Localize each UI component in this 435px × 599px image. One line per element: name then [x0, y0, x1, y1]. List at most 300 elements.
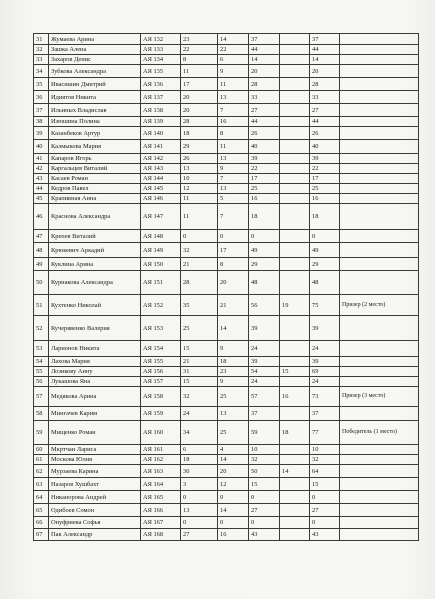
result-note-cell	[340, 184, 419, 194]
table-row	[34, 65, 419, 78]
row-number-cell: 50	[34, 271, 49, 295]
subtotal-cell: 44	[249, 45, 280, 55]
score-part3-cell	[280, 316, 310, 341]
participant-code-cell: АЯ 162	[141, 455, 181, 465]
table-row	[34, 230, 419, 243]
score-part3-cell	[280, 445, 310, 455]
total-score-cell: 29	[310, 258, 340, 271]
row-number-cell: 37	[34, 104, 49, 117]
result-note-cell	[340, 140, 419, 154]
result-note-cell	[340, 491, 419, 504]
result-note-cell	[340, 316, 419, 341]
score-part1-cell: 11	[181, 204, 218, 230]
subtotal-cell: 0	[249, 491, 280, 504]
table-row	[34, 478, 419, 491]
subtotal-cell: 18	[249, 204, 280, 230]
total-score-cell: 24	[310, 377, 340, 387]
total-score-cell: 22	[310, 164, 340, 174]
total-score-cell: 69	[310, 367, 340, 377]
subtotal-cell: 54	[249, 367, 280, 377]
score-part2-cell: 13	[218, 91, 249, 104]
total-score-cell: 32	[310, 455, 340, 465]
subtotal-cell: 20	[249, 65, 280, 78]
subtotal-cell: 44	[249, 117, 280, 127]
row-number-cell: 61	[34, 455, 49, 465]
score-part1-cell: 24	[181, 407, 218, 421]
participant-code-cell: АЯ 161	[141, 445, 181, 455]
score-part1-cell: 20	[181, 91, 218, 104]
score-part3-cell	[280, 174, 310, 184]
score-part2-cell: 14	[218, 34, 249, 45]
participant-code-cell: АЯ 164	[141, 478, 181, 491]
score-part1-cell: 34	[181, 421, 218, 445]
student-name-cell: Кучерявенко Валерия	[49, 316, 141, 341]
row-number-cell: 33	[34, 55, 49, 65]
total-score-cell: 40	[310, 140, 340, 154]
subtotal-cell: 49	[249, 243, 280, 258]
score-part1-cell: 18	[181, 455, 218, 465]
score-part1-cell: 15	[181, 377, 218, 387]
student-name-cell: Ивасишин Дмитрий	[49, 78, 141, 91]
participant-code-cell: АЯ 137	[141, 91, 181, 104]
participant-code-cell: АЯ 151	[141, 271, 181, 295]
score-part1-cell: 21	[181, 357, 218, 367]
table-row	[34, 154, 419, 164]
student-name-cell: Лозикову Анну	[49, 367, 141, 377]
result-note-cell	[340, 34, 419, 45]
total-score-cell: 25	[310, 184, 340, 194]
row-number-cell: 51	[34, 295, 49, 316]
total-score-cell: 43	[310, 529, 340, 541]
participant-code-cell: АЯ 165	[141, 491, 181, 504]
student-name-cell: Краснова Александра	[49, 204, 141, 230]
score-part3-cell	[280, 91, 310, 104]
score-part3-cell	[280, 407, 310, 421]
score-part2-cell: 0	[218, 517, 249, 529]
score-part3-cell	[280, 164, 310, 174]
score-part2-cell: 20	[218, 271, 249, 295]
score-part1-cell: 8	[181, 55, 218, 65]
table-row	[34, 164, 419, 174]
participant-code-cell: АЯ 142	[141, 154, 181, 164]
participant-code-cell: АЯ 168	[141, 529, 181, 541]
student-name-cell: Одибоев Сомон	[49, 504, 141, 517]
table-row	[34, 445, 419, 455]
result-note-cell	[340, 204, 419, 230]
score-part2-cell: 12	[218, 478, 249, 491]
row-number-cell: 53	[34, 341, 49, 357]
participant-code-cell: АЯ 139	[141, 117, 181, 127]
score-part2-cell: 0	[218, 230, 249, 243]
result-note-cell	[340, 367, 419, 377]
result-note-cell	[340, 258, 419, 271]
table-row	[34, 455, 419, 465]
row-number-cell: 57	[34, 387, 49, 407]
row-number-cell: 64	[34, 491, 49, 504]
result-note-cell	[340, 271, 419, 295]
subtotal-cell: 25	[249, 184, 280, 194]
score-part3-cell: 19	[280, 295, 310, 316]
result-note-cell	[340, 478, 419, 491]
table-row	[34, 517, 419, 529]
subtotal-cell: 17	[249, 174, 280, 184]
participant-code-cell: АЯ 135	[141, 65, 181, 78]
student-name-cell: Онуфриева Софья	[49, 517, 141, 529]
row-number-cell: 35	[34, 78, 49, 91]
subtotal-cell: 26	[249, 127, 280, 140]
row-number-cell: 62	[34, 465, 49, 478]
total-score-cell: 17	[310, 174, 340, 184]
subtotal-cell: 39	[249, 154, 280, 164]
result-note-cell	[340, 341, 419, 357]
result-note-cell	[340, 78, 419, 91]
table-row	[34, 529, 419, 541]
total-score-cell: 10	[310, 445, 340, 455]
score-part3-cell	[280, 258, 310, 271]
result-note-cell	[340, 117, 419, 127]
score-part1-cell: 12	[181, 184, 218, 194]
score-part2-cell: 13	[218, 407, 249, 421]
score-part2-cell: 0	[218, 491, 249, 504]
student-name-cell: Зашка Алена	[49, 45, 141, 55]
student-name-cell: Мкртчан Лариса	[49, 445, 141, 455]
table-row	[34, 421, 419, 445]
student-name-cell: Кухтенко Николай	[49, 295, 141, 316]
table-row	[34, 243, 419, 258]
student-name-cell: Касаев Роман	[49, 174, 141, 184]
subtotal-cell: 27	[249, 504, 280, 517]
student-name-cell: Ильиных Владислав	[49, 104, 141, 117]
row-number-cell: 60	[34, 445, 49, 455]
student-name-cell: Медякова Арина	[49, 387, 141, 407]
subtotal-cell: 37	[249, 407, 280, 421]
row-number-cell: 49	[34, 258, 49, 271]
total-score-cell: 48	[310, 271, 340, 295]
table-row	[34, 34, 419, 45]
row-number-cell: 41	[34, 154, 49, 164]
score-part1-cell: 28	[181, 117, 218, 127]
student-name-cell: Крепев Виталий	[49, 230, 141, 243]
score-part2-cell: 9	[218, 377, 249, 387]
student-name-cell: Никанорова Андрей	[49, 491, 141, 504]
result-note-cell	[340, 377, 419, 387]
participant-code-cell: АЯ 152	[141, 295, 181, 316]
subtotal-cell: 43	[249, 529, 280, 541]
row-number-cell: 48	[34, 243, 49, 258]
row-number-cell: 39	[34, 127, 49, 140]
subtotal-cell: 33	[249, 91, 280, 104]
score-part2-cell: 17	[218, 243, 249, 258]
subtotal-cell: 50	[249, 465, 280, 478]
score-part3-cell	[280, 491, 310, 504]
table-row	[34, 258, 419, 271]
score-part1-cell: 28	[181, 271, 218, 295]
score-part2-cell: 13	[218, 154, 249, 164]
score-part3-cell	[280, 243, 310, 258]
score-part1-cell: 35	[181, 295, 218, 316]
total-score-cell: 15	[310, 478, 340, 491]
score-part1-cell: 20	[181, 104, 218, 117]
score-part1-cell: 3	[181, 478, 218, 491]
score-part1-cell: 11	[181, 194, 218, 204]
student-name-cell: Пак Александр	[49, 529, 141, 541]
student-name-cell: Курнакова Александра	[49, 271, 141, 295]
result-note-cell	[340, 357, 419, 367]
score-part2-cell: 9	[218, 341, 249, 357]
table-row	[34, 184, 419, 194]
result-note-cell	[340, 517, 419, 529]
row-number-cell: 36	[34, 91, 49, 104]
student-name-cell: Казанбеков Артур	[49, 127, 141, 140]
total-score-cell: 33	[310, 91, 340, 104]
score-part1-cell: 25	[181, 316, 218, 341]
total-score-cell: 0	[310, 491, 340, 504]
score-part2-cell: 14	[218, 455, 249, 465]
subtotal-cell: 15	[249, 478, 280, 491]
score-part1-cell: 23	[181, 34, 218, 45]
result-note-cell	[340, 104, 419, 117]
participant-code-cell: АЯ 160	[141, 421, 181, 445]
row-number-cell: 66	[34, 517, 49, 529]
score-part2-cell: 8	[218, 258, 249, 271]
total-score-cell: 39	[310, 316, 340, 341]
row-number-cell: 42	[34, 164, 49, 174]
row-number-cell: 63	[34, 478, 49, 491]
score-part2-cell: 7	[218, 174, 249, 184]
score-part3-cell	[280, 478, 310, 491]
result-note-cell: Победитель (1 место)	[340, 421, 419, 445]
score-part3-cell	[280, 117, 310, 127]
subtotal-cell: 22	[249, 164, 280, 174]
student-name-cell: Кедров Павел	[49, 184, 141, 194]
score-part2-cell: 23	[218, 367, 249, 377]
student-name-cell: Москова Юлия	[49, 455, 141, 465]
score-part1-cell: 26	[181, 154, 218, 164]
score-part1-cell: 32	[181, 387, 218, 407]
table-row	[34, 357, 419, 367]
score-part1-cell: 13	[181, 164, 218, 174]
score-part3-cell	[280, 55, 310, 65]
student-name-cell: Крюкевич Аркадий	[49, 243, 141, 258]
participant-code-cell: АЯ 148	[141, 230, 181, 243]
student-name-cell: Лукашова Яна	[49, 377, 141, 387]
results-table	[33, 33, 419, 541]
score-part3-cell	[280, 341, 310, 357]
student-name-cell: Зубкова Александра	[49, 65, 141, 78]
participant-code-cell: АЯ 133	[141, 45, 181, 55]
result-note-cell	[340, 65, 419, 78]
student-name-cell: Жумаева Арина	[49, 34, 141, 45]
subtotal-cell: 39	[249, 316, 280, 341]
score-part1-cell: 6	[181, 445, 218, 455]
score-part3-cell	[280, 184, 310, 194]
participant-code-cell: АЯ 167	[141, 517, 181, 529]
score-part2-cell: 6	[218, 55, 249, 65]
score-part3-cell	[280, 455, 310, 465]
score-part3-cell	[280, 140, 310, 154]
participant-code-cell: АЯ 146	[141, 194, 181, 204]
score-part1-cell: 21	[181, 258, 218, 271]
total-score-cell: 73	[310, 387, 340, 407]
total-score-cell: 18	[310, 204, 340, 230]
score-part3-cell	[280, 127, 310, 140]
score-part2-cell: 20	[218, 465, 249, 478]
table-row	[34, 55, 419, 65]
student-name-cell: Назаров Хушбахт	[49, 478, 141, 491]
table-row	[34, 271, 419, 295]
score-part3-cell	[280, 504, 310, 517]
subtotal-cell: 24	[249, 377, 280, 387]
score-part2-cell: 16	[218, 117, 249, 127]
result-note-cell	[340, 407, 419, 421]
participant-code-cell: АЯ 144	[141, 174, 181, 184]
subtotal-cell: 48	[249, 271, 280, 295]
participant-code-cell: АЯ 145	[141, 184, 181, 194]
score-part2-cell: 4	[218, 445, 249, 455]
score-part1-cell: 0	[181, 517, 218, 529]
subtotal-cell: 59	[249, 421, 280, 445]
participant-code-cell: АЯ 147	[141, 204, 181, 230]
subtotal-cell: 57	[249, 387, 280, 407]
total-score-cell: 26	[310, 127, 340, 140]
result-note-cell	[340, 243, 419, 258]
result-note-cell	[340, 127, 419, 140]
total-score-cell: 37	[310, 34, 340, 45]
result-note-cell	[340, 174, 419, 184]
score-part1-cell: 18	[181, 127, 218, 140]
score-part2-cell: 21	[218, 295, 249, 316]
score-part1-cell: 31	[181, 367, 218, 377]
table-row	[34, 407, 419, 421]
row-number-cell: 32	[34, 45, 49, 55]
score-part2-cell: 13	[218, 184, 249, 194]
result-note-cell	[340, 445, 419, 455]
score-part1-cell: 15	[181, 341, 218, 357]
result-note-cell	[340, 194, 419, 204]
result-note-cell: Призер (2 место)	[340, 295, 419, 316]
total-score-cell: 37	[310, 407, 340, 421]
student-name-cell: Мингачев Карим	[49, 407, 141, 421]
subtotal-cell: 40	[249, 140, 280, 154]
total-score-cell: 16	[310, 194, 340, 204]
result-note-cell	[340, 45, 419, 55]
table-row	[34, 127, 419, 140]
subtotal-cell: 24	[249, 341, 280, 357]
student-name-cell: Лахова Мария	[49, 357, 141, 367]
row-number-cell: 46	[34, 204, 49, 230]
score-part1-cell: 22	[181, 45, 218, 55]
subtotal-cell: 27	[249, 104, 280, 117]
score-part1-cell: 17	[181, 78, 218, 91]
result-note-cell	[340, 455, 419, 465]
table-row	[34, 504, 419, 517]
score-part3-cell	[280, 78, 310, 91]
student-name-cell: Каргальцев Виталий	[49, 164, 141, 174]
table-row	[34, 140, 419, 154]
score-part3-cell	[280, 204, 310, 230]
total-score-cell: 75	[310, 295, 340, 316]
total-score-cell: 14	[310, 55, 340, 65]
participant-code-cell: АЯ 157	[141, 377, 181, 387]
subtotal-cell: 28	[249, 78, 280, 91]
score-part3-cell	[280, 45, 310, 55]
participant-code-cell: АЯ 163	[141, 465, 181, 478]
score-part2-cell: 22	[218, 45, 249, 55]
total-score-cell: 64	[310, 465, 340, 478]
total-score-cell: 20	[310, 65, 340, 78]
student-name-cell: Изюшина Полина	[49, 117, 141, 127]
score-part3-cell	[280, 529, 310, 541]
subtotal-cell: 39	[249, 357, 280, 367]
score-part3-cell	[280, 34, 310, 45]
total-score-cell: 28	[310, 78, 340, 91]
score-part1-cell: 32	[181, 243, 218, 258]
participant-code-cell: АЯ 154	[141, 341, 181, 357]
score-part3-cell	[280, 517, 310, 529]
participant-code-cell: АЯ 158	[141, 387, 181, 407]
score-part1-cell: 29	[181, 140, 218, 154]
participant-code-cell: АЯ 156	[141, 367, 181, 377]
row-number-cell: 43	[34, 174, 49, 184]
student-name-cell: Крапивная Анна	[49, 194, 141, 204]
score-part3-cell	[280, 154, 310, 164]
row-number-cell: 54	[34, 357, 49, 367]
student-name-cell: Калмыкова Мария	[49, 140, 141, 154]
row-number-cell: 34	[34, 65, 49, 78]
table-row	[34, 78, 419, 91]
subtotal-cell: 10	[249, 445, 280, 455]
participant-code-cell: АЯ 134	[141, 55, 181, 65]
student-name-cell: Мурзаева Карина	[49, 465, 141, 478]
score-part1-cell: 11	[181, 65, 218, 78]
total-score-cell: 27	[310, 504, 340, 517]
score-part3-cell	[280, 65, 310, 78]
student-name-cell: Мищенко Роман	[49, 421, 141, 445]
row-number-cell: 52	[34, 316, 49, 341]
score-part1-cell: 30	[181, 465, 218, 478]
total-score-cell: 24	[310, 341, 340, 357]
total-score-cell: 49	[310, 243, 340, 258]
score-part2-cell: 7	[218, 104, 249, 117]
score-part2-cell: 25	[218, 421, 249, 445]
participant-code-cell: АЯ 149	[141, 243, 181, 258]
table-row	[34, 316, 419, 341]
participant-code-cell: АЯ 153	[141, 316, 181, 341]
score-part3-cell	[280, 357, 310, 367]
participant-code-cell: АЯ 138	[141, 104, 181, 117]
score-part2-cell: 5	[218, 194, 249, 204]
result-note-cell	[340, 91, 419, 104]
total-score-cell: 44	[310, 45, 340, 55]
row-number-cell: 31	[34, 34, 49, 45]
score-part1-cell: 0	[181, 491, 218, 504]
subtotal-cell: 37	[249, 34, 280, 45]
score-part1-cell: 0	[181, 230, 218, 243]
result-note-cell	[340, 504, 419, 517]
score-part3-cell: 16	[280, 387, 310, 407]
row-number-cell: 58	[34, 407, 49, 421]
subtotal-cell: 0	[249, 230, 280, 243]
total-score-cell: 0	[310, 517, 340, 529]
score-part3-cell	[280, 230, 310, 243]
table-row	[34, 295, 419, 316]
subtotal-cell: 56	[249, 295, 280, 316]
table-row	[34, 174, 419, 184]
subtotal-cell: 29	[249, 258, 280, 271]
score-part1-cell: 10	[181, 174, 218, 184]
table-row	[34, 377, 419, 387]
participant-code-cell: АЯ 150	[141, 258, 181, 271]
